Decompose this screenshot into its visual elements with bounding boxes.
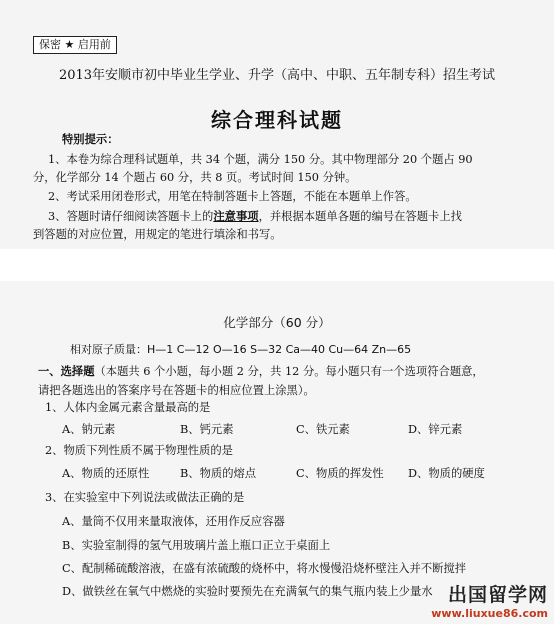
watermark-url: www.liuxue86.com bbox=[431, 607, 548, 620]
q1-option-c: C、铁元素 bbox=[296, 423, 350, 436]
q3-option-a: A、量筒不仅用来量取液体，还用作反应容器 bbox=[62, 515, 285, 528]
atomic-mass-line: 相对原子质量：H—1 C—12 O—16 S—32 Ca—40 Cu—64 Zn—65 bbox=[70, 343, 412, 356]
notice-line-4-post: ，并根据本题单各题的编号在答题卡上找 bbox=[258, 210, 462, 223]
q3-option-b: B、实验室制得的氢气用玻璃片盖上瓶口正立于桌面上 bbox=[62, 539, 331, 552]
watermark-name: 出国留学网 bbox=[447, 584, 548, 606]
q3-option-d: D、做铁丝在氧气中燃烧的实验时要预先在充满氧气的集气瓶内装上少量水 bbox=[62, 585, 433, 598]
notice-line-2: 分，化学部分 14 个题占 60 分，共 8 页。考试时间 150 分钟。 bbox=[33, 171, 357, 184]
q2-option-b: B、物质的熔点 bbox=[180, 467, 257, 480]
q1-option-b: B、钙元素 bbox=[180, 423, 234, 436]
notice-heading: 特别提示： bbox=[62, 133, 119, 146]
q2-option-c: C、物质的挥发性 bbox=[296, 467, 384, 480]
q2-option-d: D、物质的硬度 bbox=[408, 467, 485, 480]
site-watermark bbox=[408, 580, 548, 620]
section-desc-2: 请把各题选出的答案序号在答题卡的相应位置上涂黑）。 bbox=[38, 384, 315, 397]
notice-key-term: 注意事项 bbox=[213, 209, 259, 223]
section-line-1 bbox=[38, 362, 484, 382]
secret-label: 保密 ★ 启用前 bbox=[33, 36, 117, 54]
notice-line-3: 2、考试采用闭卷形式，用笔在特制答题卡上答题，不能在本题单上作答。 bbox=[48, 190, 417, 203]
q1-option-d: D、锌元素 bbox=[408, 423, 463, 436]
q3-stem: 3、在实验室中下列说法或做法正确的是 bbox=[45, 491, 245, 504]
notice-line-4 bbox=[48, 206, 462, 227]
page-gap bbox=[0, 249, 554, 281]
exam-title: 2013年安顺市初中毕业生学业、升学（高中、中职、五年制专科）招生考试 bbox=[58, 68, 496, 83]
section-title: 一、选择题 bbox=[38, 365, 95, 378]
q3-option-c: C、配制稀硫酸溶液，在盛有浓硫酸的烧杯中，将水慢慢沿烧杯壁注入并不断搅拌 bbox=[62, 562, 467, 575]
section-desc-1: （本题共 6 个小题，每小题 2 分，共 12 分。每小题只有一个选项符合题意， bbox=[94, 365, 484, 378]
chemistry-heading: 化学部分（60 分） bbox=[223, 315, 331, 330]
notice-line-1: 1、本卷为综合理科试题单，共 34 个题，满分 150 分。其中物理部分 20 个题占 90 bbox=[48, 153, 473, 166]
q2-stem: 2、物质下列性质不属于物理性质的是 bbox=[45, 444, 233, 457]
notice-line-4-pre: 3、答题时请仔细阅读答题卡上的 bbox=[48, 210, 214, 223]
exam-cover-section bbox=[0, 0, 554, 249]
notice-line-5: 到答题的对应位置，用规定的笔进行填涂和书写。 bbox=[33, 228, 282, 241]
q1-stem: 1、人体内金属元素含量最高的是 bbox=[45, 401, 211, 414]
q2-option-a: A、物质的还原性 bbox=[62, 467, 150, 480]
q1-option-a: A、钠元素 bbox=[62, 423, 116, 436]
subject-title: 综合理科试题 bbox=[211, 108, 343, 132]
